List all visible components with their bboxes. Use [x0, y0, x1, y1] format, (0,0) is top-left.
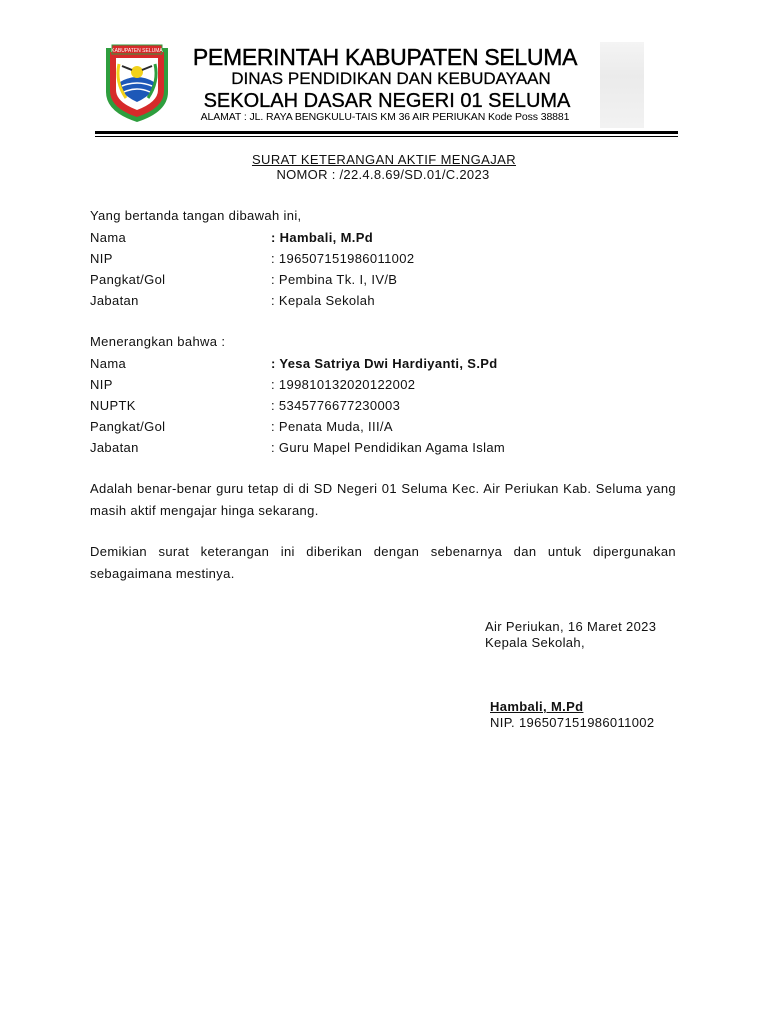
letter-number: NOMOR : /22.4.8.69/SD.01/C.2023: [276, 167, 490, 182]
subject-nuptk-label: NUPTK: [90, 398, 136, 413]
subject-position-label: Jabatan: [90, 440, 139, 455]
subject-name-value: : Yesa Satriya Dwi Hardiyanti, S.Pd: [271, 356, 498, 371]
signatory-position-label: Jabatan: [90, 293, 139, 308]
blurred-watermark-image: [600, 42, 644, 128]
subject-nuptk-value: : 5345776677230003: [271, 398, 401, 413]
signatory-name-label: Nama: [90, 230, 127, 245]
seluma-regency-emblem-icon: [102, 42, 172, 124]
header-address: ALAMAT : JL. RAYA BENGKULU-TAIS KM 36 AIR PERIUKAN Kode Poss 38881: [200, 111, 570, 123]
header-department: DINAS PENDIDIKAN DAN KEBUDAYAAN: [231, 69, 551, 88]
header-divider-thin: [95, 136, 678, 137]
subject-name-label: Nama: [90, 356, 127, 371]
signatory-nip-label: NIP: [90, 251, 113, 266]
signatory-nip-value: : 196507151986011002: [271, 251, 415, 266]
signatory-rank-label: Pangkat/Gol: [90, 272, 166, 287]
svg-text:KABUPATEN SELUMA: KABUPATEN SELUMA: [111, 48, 163, 54]
header-school: SEKOLAH DASAR NEGERI 01 SELUMA: [203, 90, 571, 112]
subject-nip-label: NIP: [90, 377, 113, 392]
signatory-intro: Yang bertanda tangan dibawah ini,: [90, 208, 302, 223]
letter-title: SURAT KETERANGAN AKTIF MENGAJAR: [251, 152, 516, 167]
subject-nip-value: : 199810132020122002: [271, 377, 416, 392]
signatory-rank-value: : Pembina Tk. I, IV/B: [271, 272, 398, 287]
subject-rank-label: Pangkat/Gol: [90, 419, 166, 434]
subject-intro: Menerangkan bahwa :: [90, 334, 226, 349]
closing-paragraph: Demikian surat keterangan ini diberikan dengan sebenarnya dan untuk dipergunakan sebagaimana mestinya.: [90, 544, 676, 581]
signatory-position-value: : Kepala Sekolah: [271, 293, 375, 308]
header-government: PEMERINTAH KABUPATEN SELUMA: [192, 44, 578, 70]
subject-position-value: : Guru Mapel Pendidikan Agama Islam: [271, 440, 506, 455]
signatory-signed-name: Hambali, M.Pd: [490, 699, 584, 714]
header-divider-thick: [95, 131, 678, 134]
place-date: Air Periukan, 16 Maret 2023: [485, 619, 657, 634]
subject-rank-value: : Penata Muda, III/A: [271, 419, 393, 434]
statement-paragraph: Adalah benar-benar guru tetap di di SD Negeri 01 Seluma Kec. Air Periukan Kab. Seluma yang masih aktif mengajar hinga sekarang.: [90, 481, 676, 518]
signatory-name-value: : Hambali, M.Pd: [271, 230, 374, 245]
signatory-signed-nip: NIP. 196507151986011002: [490, 715, 655, 730]
signatory-title: Kepala Sekolah,: [485, 635, 585, 650]
